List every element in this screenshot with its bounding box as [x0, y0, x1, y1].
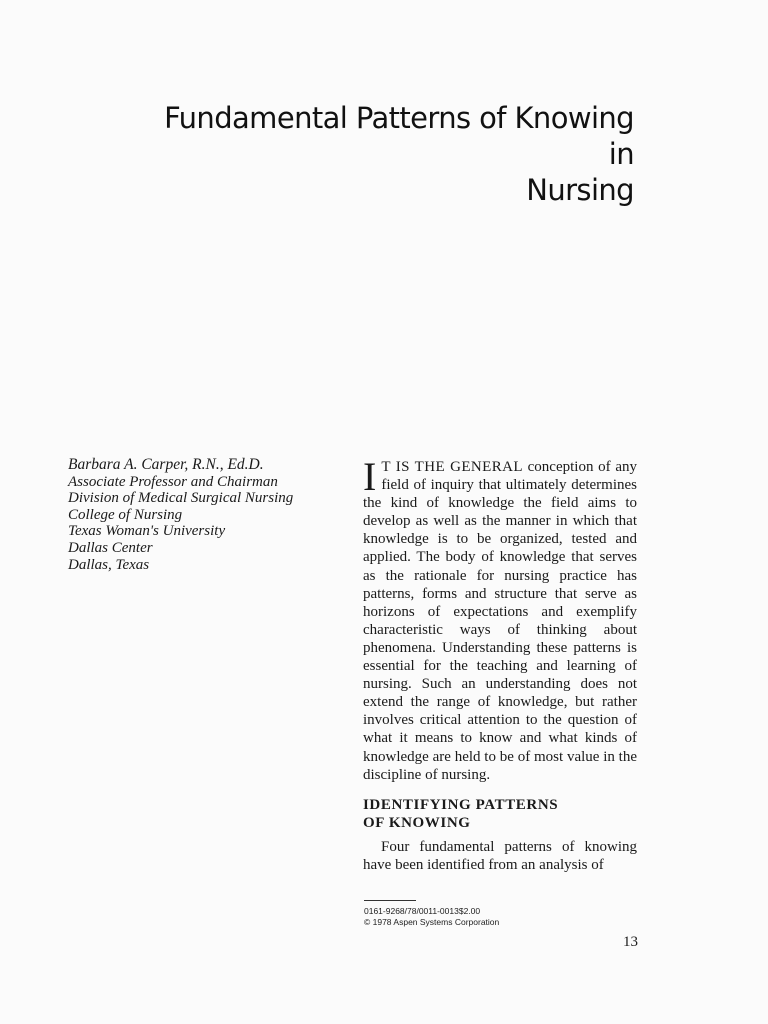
footnote-divider: [364, 900, 416, 901]
article-title-line-2: Nursing: [526, 173, 634, 207]
article-title: [140, 100, 634, 208]
lead-caps: T IS THE GENERAL: [381, 459, 523, 475]
opening-paragraph-text: conception of any field of inquiry that ultimately determines the kind of knowledge the field aims to develop as well as the manner in which that knowledge is to be organized, tested and applied. The body of knowledge that serves as the rationale for nursing practice has patterns, forms and structure that serve as horizons of expectations and exemplify characteristic ways of thinking about phenomena. Understanding these patterns is essential for the teaching and learning of nursing. Such an understanding does not extend the range of knowledge, but rather involves critical attention to the question of what it means to know and what kinds of knowledge are held to be of most value in the discipline of nursing.: [363, 459, 637, 783]
section-heading-line-1: IDENTIFYING PATTERNS: [363, 796, 559, 813]
author-affiliation-college: College of Nursing: [68, 506, 183, 523]
section-heading: [363, 796, 637, 832]
author-affiliation-division: Division of Medical Surgical Nursing: [68, 490, 294, 507]
page-number: 13: [623, 934, 638, 950]
article-title-line-1: Fundamental Patterns of Knowing in: [164, 101, 634, 171]
body-column: [363, 454, 637, 874]
author-affiliation-center: Dallas Center: [68, 539, 153, 556]
author-name: Barbara A. Carper, R.N., Ed.D.: [68, 456, 264, 473]
section-heading-line-2: OF KNOWING: [363, 814, 471, 831]
footnote-code: 0161-9268/78/0011-0013$2.00: [364, 906, 481, 916]
opening-paragraph: [363, 454, 637, 784]
drop-cap: I: [363, 454, 377, 499]
author-affiliation-university: Texas Woman's University: [68, 523, 226, 540]
footnote: [364, 906, 499, 928]
second-paragraph: Four fundamental patterns of knowing have been identified from an analysis of: [363, 838, 637, 873]
author-block: [68, 457, 328, 573]
author-affiliation-location: Dallas, Texas: [68, 556, 150, 573]
footnote-copyright: © 1978 Aspen Systems Corporation: [364, 917, 500, 927]
author-affiliation-title: Associate Professor and Chairman: [68, 473, 278, 490]
